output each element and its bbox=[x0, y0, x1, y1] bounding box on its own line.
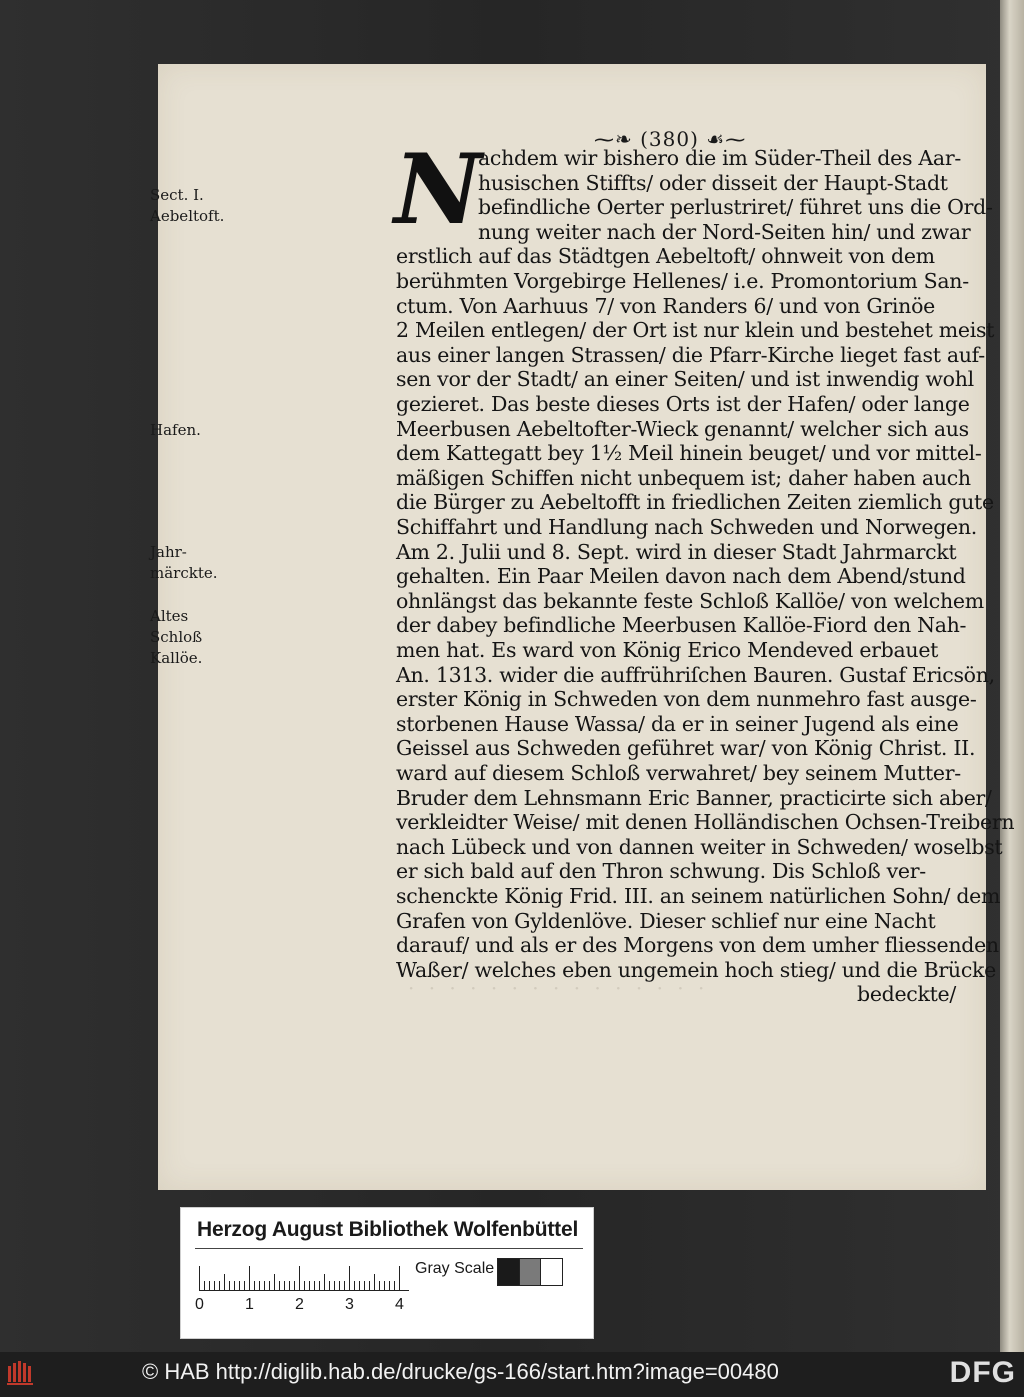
ruler-tick bbox=[214, 1281, 215, 1290]
ruler-tick bbox=[209, 1281, 210, 1290]
text-line: men hat. Es ward von König Erico Mendeved erbauet bbox=[396, 638, 939, 662]
text-line: nach Lübeck und von dannen weiter in Schweden/ woselbst bbox=[396, 834, 1003, 859]
ruler-tick bbox=[269, 1281, 270, 1290]
margin-note: Aebeltoft. bbox=[150, 207, 225, 225]
text-line: der dabey befindliche Meerbusen Kallöe-Fiord den Nah- bbox=[396, 613, 967, 638]
text-line: darauf/ und als er des Morgens von dem umher fliessenden bbox=[396, 933, 999, 958]
ruler-tick bbox=[334, 1281, 335, 1290]
ruler-tick bbox=[199, 1266, 200, 1290]
ruler-tick bbox=[349, 1266, 350, 1290]
ruler-tick bbox=[329, 1281, 330, 1290]
ornament-left-icon: ⁓❧ bbox=[594, 127, 641, 151]
ruler-tick bbox=[374, 1274, 375, 1290]
ruler-tick bbox=[319, 1281, 320, 1290]
card-divider bbox=[195, 1248, 583, 1249]
text-line: achdem wir bishero die im Süder-Theil des Aar- bbox=[478, 146, 961, 170]
ruler-tick bbox=[399, 1266, 400, 1290]
text-line: ward auf diesem Schloß verwahret/ bey seinem Mutter- bbox=[396, 761, 961, 785]
text-line: gezieret. Das beste dieses Orts ist der Hafen/ oder lange bbox=[396, 392, 970, 416]
ruler-tick bbox=[264, 1281, 265, 1290]
ruler-label: 1 bbox=[245, 1296, 254, 1313]
scanned-page bbox=[150, 64, 1015, 1190]
ruler-tick bbox=[289, 1281, 290, 1290]
dfg-logo: DFG bbox=[949, 1356, 1016, 1389]
text-line: nung weiter nach der Nord-Seiten hin/ und zwar bbox=[478, 219, 971, 244]
decorative-initial: N bbox=[394, 133, 482, 246]
ruler-tick bbox=[219, 1281, 220, 1290]
ruler-tick bbox=[204, 1281, 205, 1290]
color-reference-card bbox=[180, 1207, 594, 1339]
ruler-tick bbox=[224, 1274, 225, 1290]
gray-swatch bbox=[540, 1259, 562, 1285]
ruler-tick bbox=[279, 1281, 280, 1290]
text-line: Schiffahrt und Handlung nach Schweden und Norwegen. bbox=[396, 515, 977, 539]
page-number-value: (380) bbox=[640, 127, 699, 151]
ruler-tick bbox=[309, 1281, 310, 1290]
text-line: mäßigen Schiffen nicht unbequem ist; daher haben auch bbox=[396, 465, 971, 490]
ruler-tick bbox=[379, 1281, 380, 1290]
text-line: befindliche Oerter perlustriret/ führet uns die Ord- bbox=[478, 195, 993, 220]
ruler-label: 3 bbox=[345, 1296, 354, 1313]
text-line: sen vor der Stadt/ an einer Seiten/ und ist inwendig wohl bbox=[396, 367, 974, 392]
text-line: dem Kattegatt bey 1½ Meil hinein beuget/ und vor mittel- bbox=[396, 441, 982, 466]
text-line: Meerbusen Aebeltofter-Wieck genannt/ welcher sich aus bbox=[396, 416, 969, 441]
text-line: 2 Meilen entlegen/ der Ort ist nur klein und bestehet meist bbox=[396, 318, 995, 343]
text-line: verkleidter Weise/ mit denen Holländischen Ochsen-Treibern bbox=[396, 810, 1015, 835]
margin-note: Jahr- bbox=[150, 543, 187, 561]
text-line: die Bürger zu Aebeltofft in friedlichen Zeiten ziemlich gute bbox=[396, 490, 994, 515]
hab-logo-icon bbox=[6, 1358, 36, 1388]
ruler-tick bbox=[284, 1281, 285, 1290]
margin-note: Schloß bbox=[150, 628, 203, 646]
text-line: berühmten Vorgebirge Hellenes/ i.e. Promontorium San- bbox=[396, 269, 969, 293]
margin-note: Sect. I. bbox=[150, 186, 204, 204]
margin-note: märckte. bbox=[150, 564, 218, 582]
ruler-tick bbox=[244, 1281, 245, 1290]
ruler-tick bbox=[394, 1281, 395, 1290]
gray-scale-swatches bbox=[497, 1258, 563, 1286]
ruler-tick bbox=[344, 1281, 345, 1290]
ruler-label: 2 bbox=[295, 1296, 304, 1313]
gray-swatch bbox=[498, 1259, 519, 1285]
text-line: Waßer/ welches eben ungemein hoch stieg/ und die Brücke bbox=[396, 957, 996, 982]
text-line: storbenen Hause Wassa/ da er in seiner Jugend als eine bbox=[396, 711, 959, 736]
show-through-text: · · · · · · · · · · · · · · · bbox=[408, 976, 709, 1000]
text-line: er sich bald auf den Thron schwung. Dis Schloß ver- bbox=[396, 859, 926, 884]
text-line: Bruder dem Lehnsmann Eric Banner, practicirte sich aber/ bbox=[396, 785, 992, 810]
text-line: Am 2. Julii und 8. Sept. wird in dieser Stadt Jahrmarckt bbox=[396, 539, 957, 564]
ruler-label: 0 bbox=[195, 1296, 204, 1313]
ruler-tick bbox=[299, 1266, 300, 1290]
footer-bar bbox=[0, 1352, 1024, 1397]
ruler-tick bbox=[239, 1281, 240, 1290]
ruler-tick bbox=[324, 1274, 325, 1290]
text-line: An. 1313. wider die auffrühriſchen Bauren. Gustaf Ericsön, bbox=[396, 662, 995, 687]
text-line: Geissel aus Schweden geführet war/ von König Christ. II. bbox=[396, 736, 976, 761]
copyright-url[interactable]: © HAB http://diglib.hab.de/drucke/gs-166/start.htm?image=00480 bbox=[142, 1359, 779, 1384]
ruler-tick bbox=[389, 1281, 390, 1290]
adjacent-page-edge bbox=[1000, 0, 1024, 1352]
text-line: schenckte König Frid. III. an seinem natürlichen Sohn/ dem bbox=[396, 884, 1001, 908]
ruler-tick bbox=[314, 1281, 315, 1290]
scale-ruler bbox=[195, 1256, 409, 1313]
ornament-right-icon: ☙⁓ bbox=[698, 127, 747, 151]
text-line: ctum. Von Aarhuus 7/ von Randers 6/ und von Grinöe bbox=[396, 293, 935, 318]
ruler-baseline bbox=[199, 1290, 409, 1291]
ruler-tick bbox=[354, 1281, 355, 1290]
ruler-tick bbox=[364, 1281, 365, 1290]
text-line: Grafen von Gyldenlöve. Dieser schlief nur eine Nacht bbox=[396, 908, 936, 933]
ruler-tick bbox=[229, 1281, 230, 1290]
ruler-tick bbox=[274, 1274, 275, 1290]
ruler-tick bbox=[294, 1281, 295, 1290]
text-line: erster König in Schweden von dem nunmehro fast ausge- bbox=[396, 687, 977, 712]
ruler-tick bbox=[339, 1281, 340, 1290]
text-line: aus einer langen Strassen/ die Pfarr-Kirche lieget fast auf- bbox=[396, 342, 985, 367]
text-line: gehalten. Ein Paar Meilen davon nach dem Abend/stund bbox=[396, 564, 966, 589]
ruler-tick bbox=[359, 1281, 360, 1290]
margin-note: Altes bbox=[150, 607, 189, 625]
text-line: ohnlängst das bekannte feste Schloß Kallöe/ von welchem bbox=[396, 588, 984, 613]
ruler-label: 4 bbox=[395, 1296, 404, 1313]
ruler-tick bbox=[259, 1281, 260, 1290]
text-line: bedeckte/ bbox=[857, 982, 956, 1007]
text-line: erstlich auf das Städtgen Aebeltoft/ ohnweit von dem bbox=[396, 244, 935, 269]
margin-note: Hafen. bbox=[150, 421, 201, 439]
gray-swatch bbox=[519, 1259, 541, 1285]
ruler-tick bbox=[384, 1281, 385, 1290]
ruler-tick bbox=[249, 1266, 250, 1290]
ruler-tick bbox=[234, 1281, 235, 1290]
ruler-tick bbox=[369, 1281, 370, 1290]
ruler-tick bbox=[304, 1281, 305, 1290]
library-name: Herzog August Bibliothek Wolfenbüttel bbox=[197, 1218, 579, 1241]
text-line: husischen Stiffts/ oder disseit der Haupt-Stadt bbox=[478, 170, 948, 195]
ruler-tick bbox=[254, 1281, 255, 1290]
margin-note: Kallöe. bbox=[150, 649, 203, 667]
gray-scale-label: Gray Scale bbox=[415, 1260, 495, 1277]
